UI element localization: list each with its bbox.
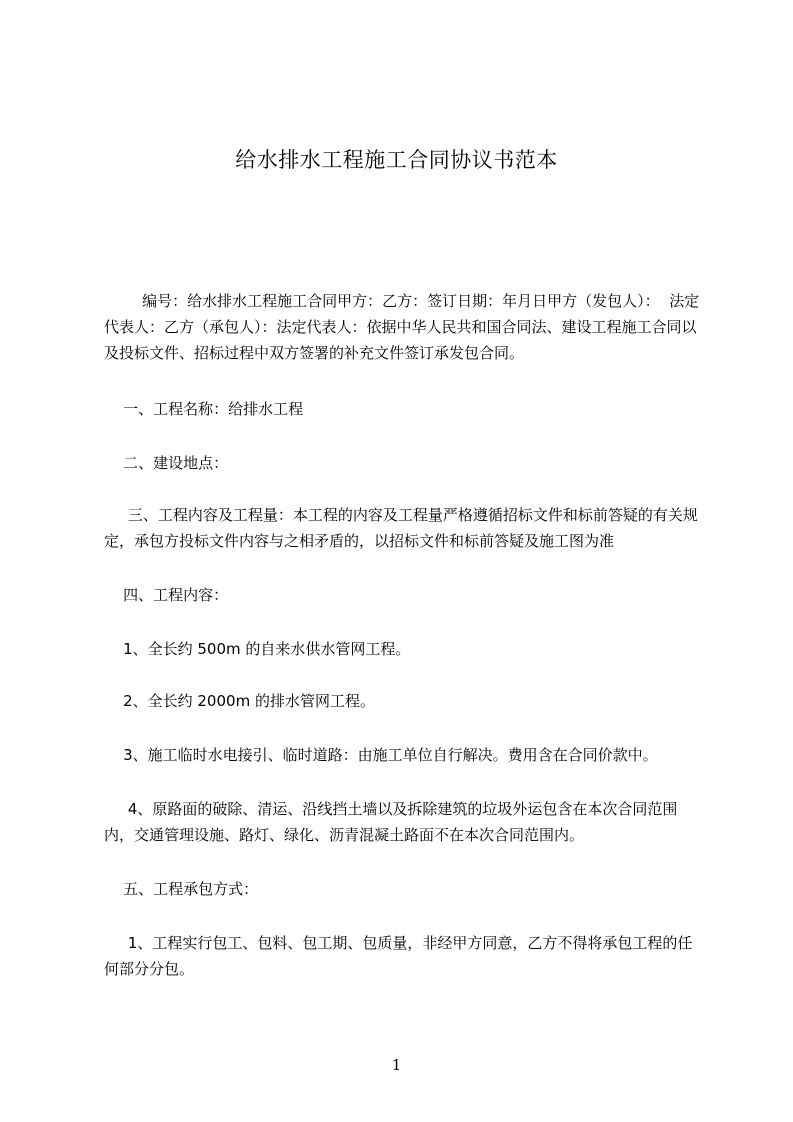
section-construction-site: 二、建设地点： [104, 454, 229, 472]
section-project-content: 四、工程内容： [104, 586, 229, 604]
item-full-contracting: 1、工程实行包工、包料、包工期、包质量，非经甲方同意，乙方不得将承包工程的任何部分分包。 [104, 934, 693, 978]
section-contract-method: 五、工程承包方式： [104, 880, 259, 898]
document-title: 给水排水工程施工合同协议书范本 [235, 148, 558, 172]
section-project-name: 一、工程名称：给排水工程 [104, 400, 304, 418]
section-scope-and-quantity: 三、工程内容及工程量：本工程的内容及工程量严格遵循招标文件和标前答疑的有关规定，承包方投标文件内容与之相矛盾的，以招标文件和标前答疑及施工图为准 [104, 506, 698, 550]
contract-preamble: 编号：给水排水工程施工合同甲方：乙方：签订日期：年月日甲方（发包人）： 法定代表人：乙方（承包人）：法定代表人：依据中华人民共和国合同法、建设工程施工合同以及投标文件、招标过程中双方签署的补充文件签订承发包合同。 [104, 292, 700, 362]
item-temporary-utilities: 3、施工临时水电接引、临时道路：由施工单位自行解决。费用含在合同价款中。 [104, 746, 658, 764]
item-road-demolition: 4、原路面的破除、清运、沿线挡土墙以及拆除建筑的垃圾外运包含在本次合同范围内，交通管理设施、路灯、绿化、沥青混凝土路面不在本次合同范围内。 [104, 800, 678, 844]
item-water-supply: 1、全长约 500m 的自来水供水管网工程。 [104, 640, 411, 658]
page-number: 1 [391, 1056, 402, 1074]
item-drainage: 2、全长约 2000m 的排水管网工程。 [104, 692, 375, 710]
